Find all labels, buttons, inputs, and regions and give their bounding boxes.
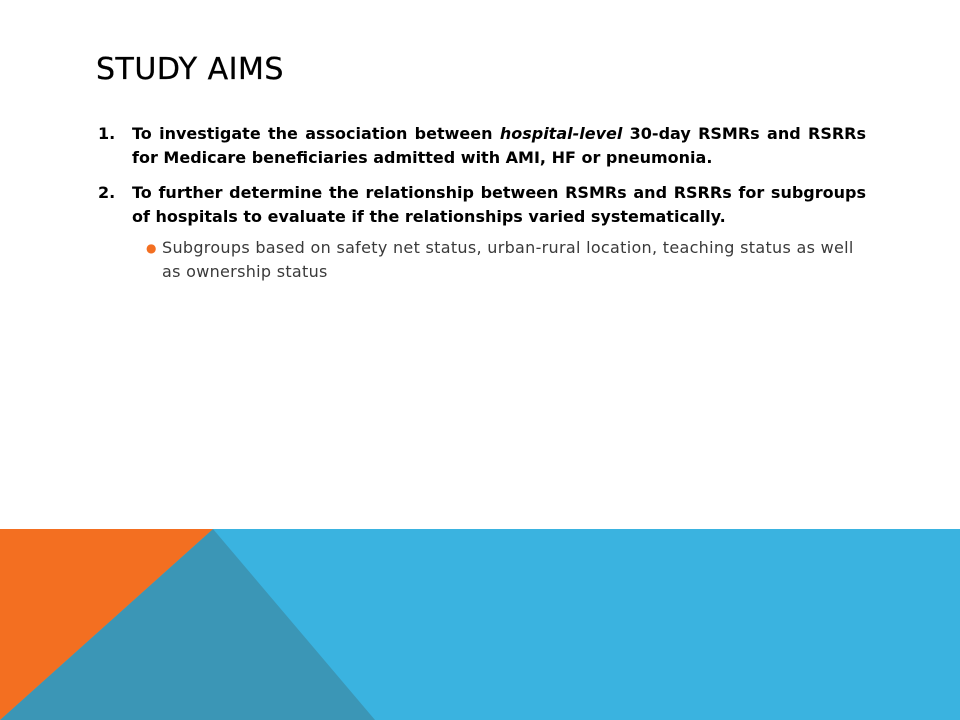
sub-bullet-text: Subgroups based on safety net status, urban-rural location, teaching status as well as ownership status <box>162 238 854 281</box>
aim-number: 2. <box>98 183 116 202</box>
aim-number: 1. <box>98 124 116 143</box>
aim-item-2 <box>96 181 866 229</box>
footer-decoration <box>0 529 960 720</box>
aim-text-end: 30-day RSMRs and RSRRs for Medicare beneficiaries admitted with AMI, HF or pneumonia. <box>132 124 867 167</box>
bullet-dot-icon: ● <box>146 241 157 255</box>
slide-title: STUDY AIMS <box>96 52 284 87</box>
aim-text-start: To investigate the association between <box>132 124 500 143</box>
aim-item-1 <box>96 122 866 170</box>
aim-text-italic: hospital-level <box>499 124 623 143</box>
slide-content <box>96 122 866 284</box>
aim-text <box>132 124 866 167</box>
aim-text: To further determine the relationship between RSMRs and RSRRs for subgroups of hospitals to evaluate if the relationships varied systematically. <box>132 183 866 226</box>
sub-bullet-item <box>96 236 866 284</box>
